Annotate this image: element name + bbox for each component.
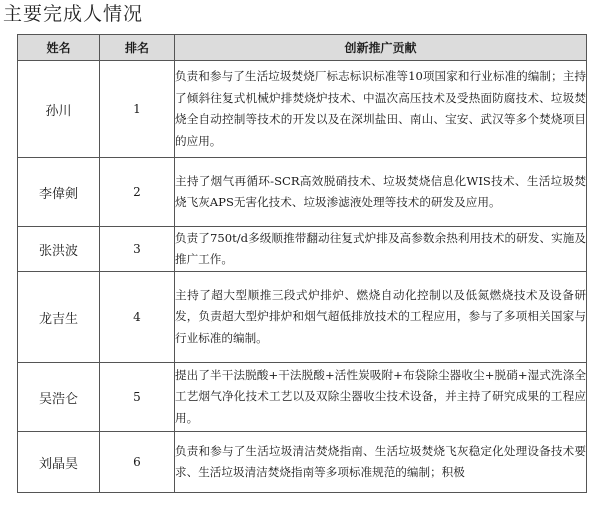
person-rank: 3: [100, 227, 175, 272]
table-row: [18, 158, 587, 227]
person-contribution: 负责和参与了生活垃圾焚烧厂标志标识标准等10项国家和行业标准的编制；主持了倾斜往复式机械炉排焚烧炉技术、中温次高压技术及受热面防腐技术、垃圾焚烧全自动控制等技术的开发以及在深圳盐田、南山、宝安、武汉等多个焚烧项目的应用。: [175, 61, 587, 158]
person-name: 吴浩仑: [18, 363, 100, 432]
person-name: 李偉剣: [18, 158, 100, 227]
person-name: 张洪波: [18, 227, 100, 272]
table-row: [18, 432, 587, 493]
person-rank: 6: [100, 432, 175, 493]
table-header-row: [18, 35, 587, 61]
header-name: 姓名: [18, 35, 100, 61]
table-row: [18, 61, 587, 158]
person-contribution: 主持了烟气再循环-SCR高效脱硝技术、垃圾焚烧信息化WIS技术、生活垃圾焚烧飞灰APS无害化技术、垃圾渗滤液处理等技术的研发及应用。: [175, 158, 587, 227]
person-name: 龙吉生: [18, 272, 100, 363]
person-contribution: 提出了半干法脱酸+干法脱酸+活性炭吸附+布袋除尘器收尘+脱硝+湿式洗涤全工艺烟气净化技术工艺以及双除尘器收尘技术设备，并主持了研究成果的工程应用。: [175, 363, 587, 432]
person-contribution: 负责了750t/d多级顺推带翻动往复式炉排及高参数余热利用技术的研发、实施及推广工作。: [175, 227, 587, 272]
table-row: [18, 227, 587, 272]
page-title: 主要完成人情况: [3, 3, 144, 25]
contributors-table: [17, 34, 587, 493]
person-contribution: 主持了超大型顺推三段式炉排炉、燃烧自动化控制以及低氮燃烧技术及设备研发，负责超大型炉排炉和烟气超低排放技术的工程应用，参与了多项相关国家与行业标准的编制。: [175, 272, 587, 363]
person-name: 刘晶昊: [18, 432, 100, 493]
person-rank: 5: [100, 363, 175, 432]
person-name: 孙川: [18, 61, 100, 158]
person-rank: 1: [100, 61, 175, 158]
table-row: [18, 363, 587, 432]
person-rank: 2: [100, 158, 175, 227]
header-rank: 排名: [100, 35, 175, 61]
header-contribution: 创新推广贡献: [175, 35, 587, 61]
table-row: [18, 272, 587, 363]
person-rank: 4: [100, 272, 175, 363]
person-contribution: 负责和参与了生活垃圾清洁焚烧指南、生活垃圾焚烧飞灰稳定化处理设备技术要求、生活垃圾清洁焚烧指南等多项标准规范的编制；积极: [175, 432, 587, 493]
